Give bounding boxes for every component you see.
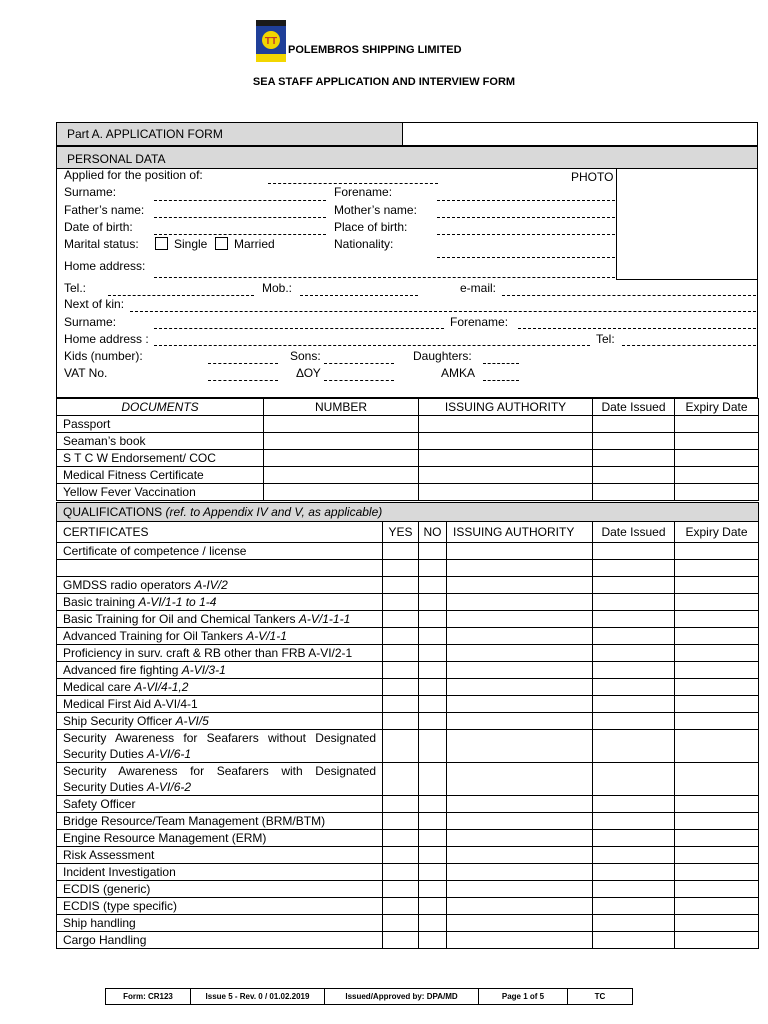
yes-cell[interactable]	[383, 679, 419, 696]
email-label: e-mail:	[460, 281, 497, 295]
yes-cell[interactable]	[383, 713, 419, 730]
certificate-name	[57, 813, 383, 830]
certificate-name	[57, 662, 383, 679]
table-row	[57, 847, 759, 864]
doc-name: Seaman’s book	[57, 433, 264, 450]
authority-cell[interactable]	[447, 696, 593, 713]
daughters-field[interactable]	[483, 363, 519, 364]
certificate-name	[57, 645, 383, 662]
certificate-ref: A-VI/6-2	[147, 780, 192, 794]
dob-field[interactable]	[154, 234, 326, 235]
expiry-cell[interactable]	[675, 611, 759, 628]
married-label: Married	[234, 237, 275, 251]
no-cell[interactable]	[419, 577, 447, 594]
table-row	[57, 611, 759, 628]
kin-home-field[interactable]	[154, 345, 590, 346]
surname-field[interactable]	[154, 200, 326, 201]
table-row	[57, 932, 759, 949]
certificate-text: Engine Resource Management (ERM)	[63, 831, 267, 845]
certificate-name	[57, 796, 383, 813]
date-issued-cell[interactable]	[593, 796, 675, 813]
authority-cell[interactable]	[447, 796, 593, 813]
doc-header-authority: ISSUING AUTHORITY	[419, 399, 593, 416]
authority-cell[interactable]	[447, 763, 593, 796]
kids-field[interactable]	[208, 363, 278, 364]
no-cell[interactable]	[419, 696, 447, 713]
expiry-cell[interactable]	[675, 730, 759, 763]
pob-field[interactable]	[437, 234, 615, 235]
applied-label: Applied for the position of:	[64, 168, 203, 182]
authority-cell[interactable]	[447, 662, 593, 679]
certificate-name	[57, 560, 383, 577]
certificate-text: Medical care	[63, 680, 135, 694]
vat-label: VAT No.	[64, 366, 108, 380]
no-cell[interactable]	[419, 713, 447, 730]
doc-header-number: NUMBER	[264, 399, 419, 416]
expiry-cell[interactable]	[675, 796, 759, 813]
certificate-name	[57, 881, 383, 898]
part-a-title: Part A. APPLICATION FORM	[67, 127, 223, 141]
certificate-name	[57, 915, 383, 932]
footer-issue: Issue 5 - Rev. 0 / 01.02.2019	[191, 989, 325, 1005]
expiry-cell[interactable]	[675, 696, 759, 713]
pob-label: Place of birth:	[334, 220, 408, 234]
certificate-text: Basic training	[63, 595, 139, 609]
certificate-text: Ship handling	[63, 916, 136, 930]
yes-cell[interactable]	[383, 560, 419, 577]
next-of-kin-label: Next of kin:	[64, 297, 125, 311]
authority-cell[interactable]	[447, 915, 593, 932]
expiry-cell[interactable]	[675, 830, 759, 847]
no-cell[interactable]	[419, 679, 447, 696]
home-address-field[interactable]	[154, 277, 615, 278]
mother-label: Mother’s name:	[334, 203, 417, 217]
date-issued-cell[interactable]	[593, 679, 675, 696]
no-cell[interactable]	[419, 628, 447, 645]
yes-cell[interactable]	[383, 796, 419, 813]
table-row	[57, 679, 759, 696]
expiry-cell[interactable]	[675, 560, 759, 577]
expiry-cell[interactable]	[675, 881, 759, 898]
authority-cell[interactable]	[447, 560, 593, 577]
expiry-cell[interactable]	[675, 864, 759, 881]
certificate-name	[57, 830, 383, 847]
certificate-text: Basic Training for Oil and Chemical Tankers	[63, 612, 299, 626]
qual-header-date-issued: Date Issued	[593, 522, 675, 543]
footer-page: Page 1 of 5	[479, 989, 568, 1005]
certificate-text: Advanced Training for Oil Tankers	[63, 629, 247, 643]
doc-header-documents: DOCUMENTS	[57, 399, 264, 416]
kin-tel-label: Tel:	[596, 332, 615, 346]
expiry-cell[interactable]	[675, 628, 759, 645]
authority-cell[interactable]	[447, 898, 593, 915]
yes-cell[interactable]	[383, 543, 419, 560]
certificate-name	[57, 730, 383, 763]
father-field[interactable]	[154, 217, 326, 218]
table-row	[57, 433, 759, 450]
yes-cell[interactable]	[383, 730, 419, 763]
certificate-name	[57, 594, 383, 611]
qualifications-table	[56, 502, 759, 949]
certificate-ref: A-VI/5	[175, 714, 209, 728]
expiry-cell[interactable]	[675, 763, 759, 796]
certificate-name	[57, 611, 383, 628]
authority-cell[interactable]	[447, 847, 593, 864]
no-cell[interactable]	[419, 763, 447, 796]
photo-label: PHOTO	[571, 170, 614, 184]
no-cell[interactable]	[419, 932, 447, 949]
date-issued-cell[interactable]	[593, 830, 675, 847]
certificate-name	[57, 763, 383, 796]
table-row	[57, 864, 759, 881]
expiry-cell[interactable]	[675, 679, 759, 696]
company-logo	[256, 20, 286, 62]
certificate-text: Certificate of competence / license	[63, 544, 247, 558]
certificate-ref: A-VI/6-1	[147, 747, 192, 761]
footer-table	[105, 988, 633, 1005]
qual-header-yes: YES	[383, 522, 419, 543]
no-cell[interactable]	[419, 543, 447, 560]
table-row	[57, 484, 759, 501]
yes-cell[interactable]	[383, 813, 419, 830]
yes-cell[interactable]	[383, 645, 419, 662]
expiry-cell[interactable]	[675, 847, 759, 864]
no-cell[interactable]	[419, 560, 447, 577]
certificate-name	[57, 864, 383, 881]
no-cell[interactable]	[419, 594, 447, 611]
certificate-name	[57, 679, 383, 696]
certificate-name	[57, 543, 383, 560]
table-row	[57, 915, 759, 932]
no-cell[interactable]	[419, 813, 447, 830]
certificate-name	[57, 898, 383, 915]
yes-cell[interactable]	[383, 898, 419, 915]
certificate-text: Incident Investigation	[63, 865, 176, 879]
doc-header-expiry: Expiry Date	[675, 399, 759, 416]
email-field[interactable]	[502, 295, 756, 296]
certificate-ref: A-V/1-1	[246, 629, 287, 643]
doc-name: Yellow Fever Vaccination	[57, 484, 264, 501]
certificate-name	[57, 847, 383, 864]
certificate-text: Advanced fire fighting	[63, 663, 182, 677]
tel-field[interactable]	[108, 295, 254, 296]
documents-table	[56, 398, 759, 501]
table-row	[57, 450, 759, 467]
certificate-text: Ship Security Officer	[63, 714, 176, 728]
table-row	[57, 813, 759, 830]
date-issued-cell[interactable]	[593, 813, 675, 830]
kin-surname-field[interactable]	[154, 328, 444, 329]
certificate-text: Security Awareness for Seafarers with Designated Security Duties	[63, 764, 376, 794]
qual-header-no: NO	[419, 522, 447, 543]
table-row	[57, 796, 759, 813]
footer-form: Form: CR123	[106, 989, 191, 1005]
yes-cell[interactable]	[383, 662, 419, 679]
certificate-name	[57, 932, 383, 949]
date-issued-cell[interactable]	[593, 730, 675, 763]
certificate-text: Safety Officer	[63, 797, 136, 811]
date-issued-cell[interactable]	[593, 696, 675, 713]
certificate-ref: A-VI/3-1	[181, 663, 226, 677]
mob-field[interactable]	[300, 295, 418, 296]
authority-cell[interactable]	[447, 594, 593, 611]
amka-label: AMKA	[441, 366, 476, 380]
date-issued-cell[interactable]	[593, 713, 675, 730]
married-checkbox[interactable]	[215, 237, 228, 250]
yes-cell[interactable]	[383, 594, 419, 611]
certificate-text: ECDIS (generic)	[63, 882, 151, 896]
doc-name: Medical Fitness Certificate	[57, 467, 264, 484]
authority-cell[interactable]	[447, 830, 593, 847]
date-issued-cell[interactable]	[593, 898, 675, 915]
no-cell[interactable]	[419, 645, 447, 662]
no-cell[interactable]	[419, 662, 447, 679]
yes-cell[interactable]	[383, 696, 419, 713]
date-issued-cell[interactable]	[593, 611, 675, 628]
certificate-ref: A-VI/1-1 to 1-4	[138, 595, 217, 609]
kin-tel-field[interactable]	[622, 345, 756, 346]
authority-cell[interactable]	[447, 577, 593, 594]
certificate-name	[57, 577, 383, 594]
no-cell[interactable]	[419, 847, 447, 864]
expiry-cell[interactable]	[675, 915, 759, 932]
date-issued-cell[interactable]	[593, 577, 675, 594]
certificate-text: Security Awareness for Seafarers without Designated Security Duties	[63, 731, 376, 761]
daughters-label: Daughters:	[413, 349, 472, 363]
date-issued-cell[interactable]	[593, 560, 675, 577]
table-row	[57, 467, 759, 484]
expiry-cell[interactable]	[675, 645, 759, 662]
vat-field[interactable]	[208, 380, 278, 381]
no-cell[interactable]	[419, 830, 447, 847]
expiry-cell[interactable]	[675, 813, 759, 830]
no-cell[interactable]	[419, 881, 447, 898]
table-row	[57, 713, 759, 730]
dob-label: Date of birth:	[64, 220, 133, 234]
certificate-ref: A-V/1-1-1	[298, 612, 351, 626]
authority-cell[interactable]	[447, 881, 593, 898]
no-cell[interactable]	[419, 796, 447, 813]
table-row	[57, 881, 759, 898]
table-row	[57, 560, 759, 577]
marital-label: Marital status:	[64, 237, 139, 251]
sons-label: Sons:	[290, 349, 321, 363]
no-cell[interactable]	[419, 898, 447, 915]
date-issued-cell[interactable]	[593, 881, 675, 898]
certificate-ref: A-VI/4-1,2	[134, 680, 189, 694]
certificate-name	[57, 628, 383, 645]
yes-cell[interactable]	[383, 915, 419, 932]
table-row	[57, 628, 759, 645]
table-row	[57, 543, 759, 560]
authority-cell[interactable]	[447, 543, 593, 560]
certificate-text: Risk Assessment	[63, 848, 155, 862]
qualifications-title: QUALIFICATIONS	[63, 505, 163, 519]
certificate-text: Cargo Handling	[63, 933, 147, 947]
sons-field[interactable]	[324, 363, 394, 364]
table-row	[57, 898, 759, 915]
applied-field[interactable]	[268, 183, 438, 184]
doc-name: S T C W Endorsement/ COC	[57, 450, 264, 467]
doc-header-date-issued: Date Issued	[593, 399, 675, 416]
footer-tc: TC	[568, 989, 633, 1005]
no-cell[interactable]	[419, 915, 447, 932]
company-name: POLEMBROS SHIPPING LIMITED	[288, 44, 462, 56]
date-issued-cell[interactable]	[593, 594, 675, 611]
no-cell[interactable]	[419, 730, 447, 763]
father-label: Father’s name:	[64, 203, 145, 217]
certificate-text: Proficiency in surv. craft & RB other than FRB A-VI/2-1	[63, 646, 353, 660]
authority-cell[interactable]	[447, 864, 593, 881]
expiry-cell[interactable]	[675, 932, 759, 949]
nationality-label: Nationality:	[334, 237, 394, 251]
certificate-name	[57, 696, 383, 713]
certificate-name	[57, 713, 383, 730]
doy-label: ΔΟΥ	[296, 366, 321, 380]
table-row	[57, 594, 759, 611]
kin-surname-label: Surname:	[64, 315, 117, 329]
certificate-text: GMDSS radio operators	[63, 578, 195, 592]
qual-header-expiry: Expiry Date	[675, 522, 759, 543]
expiry-cell[interactable]	[675, 713, 759, 730]
table-row	[57, 577, 759, 594]
mother-field[interactable]	[437, 217, 615, 218]
qual-header-certificates: CERTIFICATES	[57, 522, 383, 543]
home-address-label: Home address:	[64, 259, 146, 273]
forename-label: Forename:	[334, 185, 393, 199]
qualifications-note: (ref. to Appendix IV and V, as applicable)	[165, 505, 383, 519]
date-issued-cell[interactable]	[593, 645, 675, 662]
date-issued-cell[interactable]	[593, 932, 675, 949]
mob-label: Mob.:	[262, 281, 293, 295]
certificate-text: ECDIS (type specific)	[63, 899, 178, 913]
kin-forename-label: Forename:	[450, 315, 509, 329]
date-issued-cell[interactable]	[593, 864, 675, 881]
svg-text:TT: TT	[264, 36, 278, 47]
yes-cell[interactable]	[383, 577, 419, 594]
yes-cell[interactable]	[383, 864, 419, 881]
personal-data-title: PERSONAL DATA	[67, 152, 166, 166]
expiry-cell[interactable]	[675, 662, 759, 679]
table-row	[57, 696, 759, 713]
yes-cell[interactable]	[383, 830, 419, 847]
yes-cell[interactable]	[383, 847, 419, 864]
kin-forename-field[interactable]	[518, 328, 756, 329]
expiry-cell[interactable]	[675, 577, 759, 594]
form-title: SEA STAFF APPLICATION AND INTERVIEW FORM	[252, 76, 516, 88]
date-issued-cell[interactable]	[593, 662, 675, 679]
authority-cell[interactable]	[447, 679, 593, 696]
expiry-cell[interactable]	[675, 898, 759, 915]
yes-cell[interactable]	[383, 628, 419, 645]
tel-label: Tel.:	[64, 281, 87, 295]
doc-name: Passport	[57, 416, 264, 433]
authority-cell[interactable]	[447, 813, 593, 830]
nationality-field[interactable]	[437, 257, 615, 258]
table-row	[57, 662, 759, 679]
no-cell[interactable]	[419, 864, 447, 881]
kids-label: Kids (number):	[64, 349, 143, 363]
authority-cell[interactable]	[447, 628, 593, 645]
expiry-cell[interactable]	[675, 543, 759, 560]
date-issued-cell[interactable]	[593, 543, 675, 560]
authority-cell[interactable]	[447, 713, 593, 730]
authority-cell[interactable]	[447, 730, 593, 763]
certificate-text: Bridge Resource/Team Management (BRM/BTM)	[63, 814, 326, 828]
yes-cell[interactable]	[383, 881, 419, 898]
yes-cell[interactable]	[383, 932, 419, 949]
amka-field[interactable]	[483, 380, 519, 381]
date-issued-cell[interactable]	[593, 763, 675, 796]
single-checkbox[interactable]	[155, 237, 168, 250]
yes-cell[interactable]	[383, 611, 419, 628]
qual-header-authority: ISSUING AUTHORITY	[447, 522, 593, 543]
kin-home-label: Home address :	[64, 332, 149, 346]
table-row	[57, 730, 759, 763]
expiry-cell[interactable]	[675, 594, 759, 611]
certificate-text: Medical First Aid A-VI/4-1	[63, 697, 198, 711]
certificate-ref: A-IV/2	[194, 578, 228, 592]
qualifications-title-row	[57, 503, 759, 522]
forename-field[interactable]	[437, 200, 615, 201]
table-row	[57, 416, 759, 433]
doy-field[interactable]	[324, 380, 394, 381]
table-row	[57, 763, 759, 796]
authority-cell[interactable]	[447, 645, 593, 662]
date-issued-cell[interactable]	[593, 847, 675, 864]
table-row	[57, 645, 759, 662]
next-of-kin-field[interactable]	[130, 311, 756, 312]
date-issued-cell[interactable]	[593, 628, 675, 645]
table-row	[57, 830, 759, 847]
authority-cell[interactable]	[447, 932, 593, 949]
surname-label: Surname:	[64, 185, 117, 199]
date-issued-cell[interactable]	[593, 915, 675, 932]
authority-cell[interactable]	[447, 611, 593, 628]
yes-cell[interactable]	[383, 763, 419, 796]
no-cell[interactable]	[419, 611, 447, 628]
footer-approved: Issued/Approved by: DPA/MD	[325, 989, 479, 1005]
single-label: Single	[174, 237, 208, 251]
